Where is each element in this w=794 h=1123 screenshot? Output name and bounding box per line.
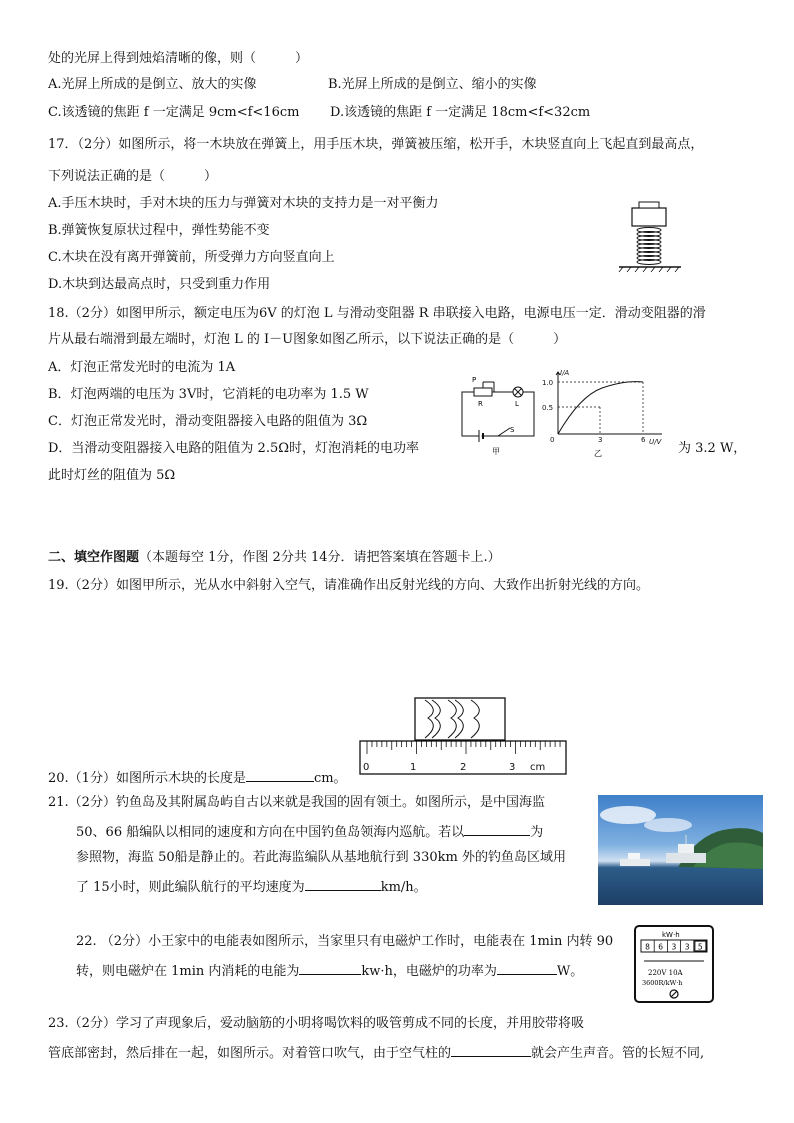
q20-stem	[48, 767, 347, 788]
ruler-label-0: 0	[363, 762, 370, 773]
section-heading	[48, 549, 501, 567]
q17-option-b: B.弹簧恢复原状过程中，弹性势能不变	[48, 223, 270, 238]
ruler-label-unit: cm	[530, 762, 546, 773]
section-note: （本题每空 1分，作图 2分共 14分．请把答案填在答题卡上.）	[139, 550, 501, 565]
q21-line-3: 参照物，海监 50船是静止的。若此海监编队从基地航行到 330km 外的钓鱼岛区域用	[76, 850, 566, 865]
meter-unit: kW·h	[662, 931, 680, 939]
q22-text-2a: 转，则电磁炉在 1min 内消耗的电能为	[76, 964, 300, 979]
q23-text-2b: 就会产生声音。管的长短不同,	[531, 1046, 705, 1061]
spring-block-figure	[615, 198, 685, 274]
q21-answer-blank-1[interactable]	[464, 821, 530, 836]
q22-text-2c: W。	[556, 964, 584, 979]
graph-caption: 乙	[594, 449, 602, 458]
q22-text-2b: kw·h，电磁炉的功率为	[361, 964, 497, 979]
q21-text-2b: 为	[530, 825, 544, 840]
meter-rating: 220V 10A	[648, 969, 683, 977]
q22-answer-blank-1[interactable]	[299, 960, 361, 975]
q16-option-d: D.该透镜的焦距 f 一定满足 18cm<f<32cm	[330, 105, 591, 120]
q17-stem-cont: 下列说法正确的是（ ）	[48, 169, 218, 184]
circuit-label-p: P	[472, 376, 477, 384]
q18-option-a: A．灯泡正常发光时的电流为 1A	[48, 360, 236, 375]
q18-option-b: B．灯泡两端的电压为 3V时，它消耗的电功率为 1.5 W	[48, 387, 369, 402]
meter-digit: 3	[684, 942, 690, 952]
q23-line-2	[48, 1042, 704, 1063]
circuit-label-s: S	[510, 426, 515, 434]
circuit-label-r: R	[478, 400, 483, 408]
energy-meter	[634, 925, 714, 1003]
q17-option-a: A.手压木块时，手对木块的压力与弹簧对木块的支持力是一对平衡力	[48, 196, 439, 211]
q21-line-4	[76, 876, 427, 897]
graph-tick-x6: 6	[641, 436, 646, 444]
q21-text-4a: 了 15小时，则此编队航行的平均速度为	[76, 880, 305, 895]
q17-stem: 17．（2分）如图所示，将一木块放在弹簧上，用手压木块，弹簧被压缩，松开手，木块竖直向上飞起直到最高点，	[48, 137, 704, 152]
ruler-label-1: 1	[410, 762, 417, 773]
q16-option-b: B.光屏上所成的是倒立、缩小的实像	[328, 77, 537, 92]
q21-text-4b: km/h。	[380, 880, 427, 895]
q21-text-2a: 50、66 船编队以相同的速度和方向在中国钓鱼岛领海内巡航。若以	[76, 825, 465, 840]
q20-answer-blank[interactable]	[246, 767, 314, 782]
section-title: 二、填空作图题	[48, 550, 140, 565]
q18-option-d-cont: 为 3.2 W，	[678, 441, 747, 456]
meter-digit: 8	[645, 942, 650, 952]
q21-line-2	[76, 821, 543, 842]
q17-option-c: C.木块在没有离开弹簧前，所受弹力方向竖直向上	[48, 250, 335, 265]
graph-tick-y1: 1.0	[542, 379, 554, 387]
q22-line-1: 22. （2分）小王家中的电能表如图所示，当家里只有电磁炉工作时，电能表在 1min 内转 90	[76, 934, 614, 949]
q23-line-1: 23.（2分）学习了声现象后，爱动脑筋的小明将喝饮料的吸管剪成不同的长度，并用胶带将吸	[48, 1016, 584, 1031]
q17-option-d: D.木块到达最高点时，只受到重力作用	[48, 277, 271, 292]
meter-spec: 3600R/kW·h	[642, 979, 683, 987]
meter-digit: 3	[671, 942, 677, 952]
graph-origin: 0	[550, 436, 555, 444]
q23-text-2a: 管底部密封，然后排在一起，如图所示。对着管口吹气，由于空气柱的	[48, 1046, 452, 1061]
circuit-label-l: L	[515, 400, 519, 408]
iu-graph	[540, 366, 668, 462]
q21-line-1: 21.（2分）钓鱼岛及其附属岛屿自古以来就是我国的固有领土。如图所示，是中国海监	[48, 795, 545, 810]
q20-unit: cm。	[313, 771, 347, 786]
circuit-diagram	[452, 370, 542, 462]
graph-y-label: I/A	[560, 369, 570, 377]
ruler-figure	[358, 696, 570, 778]
q18-stem: 18.（2分）如图甲所示，额定电压为6V 的灯泡 L 与滑动变阻器 R 串联接入电路，电源电压一定．滑动变阻器的滑	[48, 306, 706, 321]
q16-option-a: A.光屏上所成的是倒立、放大的实像	[48, 77, 257, 92]
q18-option-c: C．灯泡正常发光时，滑动变阻器接入电路的阻值为 3Ω	[48, 414, 368, 429]
q19-stem: 19.（2分）如图甲所示，光从水中斜射入空气，请准确作出反射光线的方向、大致作出折射光线的方向。	[48, 578, 649, 593]
meter-digit: 5	[697, 942, 703, 952]
q18-option-d: D．当滑动变阻器接入电路的阻值为 2.5Ω时，灯泡消耗的电功率	[48, 441, 420, 456]
meter-digit: 6	[658, 942, 664, 952]
patrol-ships-photo	[598, 795, 763, 905]
circuit-caption: 甲	[492, 447, 500, 456]
graph-x-label: U/V	[649, 438, 662, 446]
q18-option-d-end: 此时灯丝的阻值为 5Ω	[48, 468, 176, 483]
graph-tick-y05: 0.5	[542, 404, 554, 412]
q22-answer-blank-2[interactable]	[497, 960, 557, 975]
q16-option-c: C.该透镜的焦距 f 一定满足 9cm<f<16cm	[48, 105, 300, 120]
ruler-label-3: 3	[509, 762, 516, 773]
q22-line-2	[76, 960, 583, 981]
q16-stem: 处的光屏上得到烛焰清晰的像，则（ ）	[48, 51, 309, 66]
graph-tick-x3: 3	[598, 436, 603, 444]
q18-stem-cont: 片从最右端滑到最左端时，灯泡 L 的 I－U图象如图乙所示，以下说法正确的是（ ）	[48, 332, 567, 347]
q23-answer-blank[interactable]	[451, 1042, 531, 1057]
ruler-label-2: 2	[460, 762, 467, 773]
q20-text: 20.（1分）如图所示木块的长度是	[48, 771, 246, 786]
q21-answer-blank-2[interactable]	[305, 876, 381, 891]
